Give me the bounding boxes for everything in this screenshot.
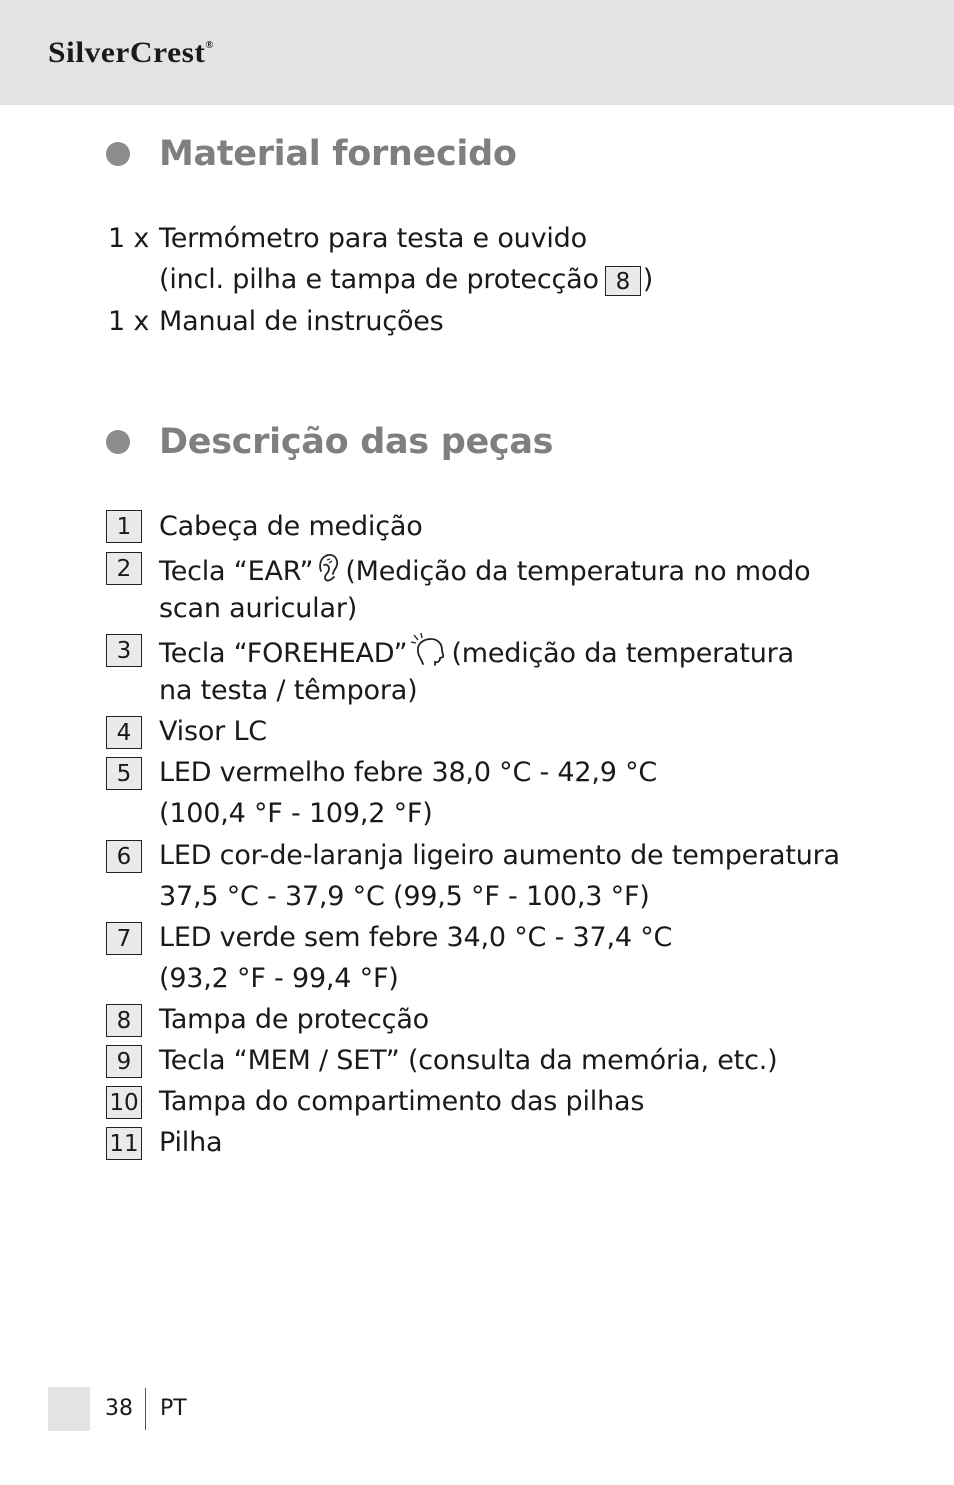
section-title-parts <box>106 420 553 464</box>
item-quantity: 1 x <box>108 223 150 254</box>
part-number-badge: 6 <box>106 840 142 873</box>
brand-logo: SilverCrest® <box>48 36 214 69</box>
page-header <box>0 0 954 105</box>
part-number-badge: 3 <box>106 634 142 667</box>
forehead-icon <box>411 633 447 676</box>
part-number-badge: 4 <box>106 716 142 749</box>
footer-divider <box>145 1388 146 1430</box>
part-number-badge: 8 <box>106 1004 142 1037</box>
section-bullet-icon <box>106 430 130 454</box>
part-text: Tecla “EAR” (Medição da temperatura no modo <box>159 551 811 594</box>
part-number-badge: 1 <box>106 510 142 543</box>
part-text: Tampa de protecção <box>159 1004 429 1035</box>
language-code: PT <box>160 1396 187 1421</box>
part-text: scan auricular) <box>159 593 358 624</box>
section-title-supplied <box>106 132 517 176</box>
part-text: 37,5 °C - 37,9 °C (99,5 °F - 100,3 °F) <box>159 881 650 912</box>
part-number-badge: 5 <box>106 757 142 790</box>
part-text: (93,2 °F - 99,4 °F) <box>159 963 399 994</box>
section-heading: Descrição das peças <box>159 422 554 462</box>
part-ref-badge: 8 <box>605 266 641 296</box>
part-number-badge: 7 <box>106 922 142 955</box>
ear-icon <box>317 551 341 594</box>
part-text: LED vermelho febre 38,0 °C - 42,9 °C <box>159 757 658 788</box>
part-text: Tecla “MEM / SET” (consulta da memória, etc.) <box>159 1045 778 1076</box>
item-text: Manual de instruções <box>159 306 444 337</box>
part-text: (100,4 °F - 109,2 °F) <box>159 798 433 829</box>
part-text: Cabeça de medição <box>159 511 423 542</box>
section-heading: Material fornecido <box>159 134 517 174</box>
item-text: (incl. pilha e tampa de protecção 8 ) <box>159 264 654 295</box>
footer-tab <box>48 1387 90 1431</box>
item-text: Termómetro para testa e ouvido <box>159 223 587 254</box>
part-text: LED verde sem febre 34,0 °C - 37,4 °C <box>159 922 673 953</box>
part-number-badge: 10 <box>106 1086 142 1119</box>
part-text: Tecla “FOREHEAD” (medição da temperatura <box>159 633 794 676</box>
part-number-badge: 2 <box>106 552 142 585</box>
item-quantity: 1 x <box>108 306 150 337</box>
part-number-badge: 9 <box>106 1045 142 1078</box>
part-text: na testa / têmpora) <box>159 675 418 706</box>
part-text: Tampa do compartimento das pilhas <box>159 1086 645 1117</box>
page-number: 38 <box>105 1396 133 1421</box>
part-text: Visor LC <box>159 716 267 747</box>
section-bullet-icon <box>106 142 130 166</box>
part-text: Pilha <box>159 1127 223 1158</box>
part-number-badge: 11 <box>106 1127 142 1160</box>
part-text: LED cor-de-laranja ligeiro aumento de temperatura <box>159 840 840 871</box>
